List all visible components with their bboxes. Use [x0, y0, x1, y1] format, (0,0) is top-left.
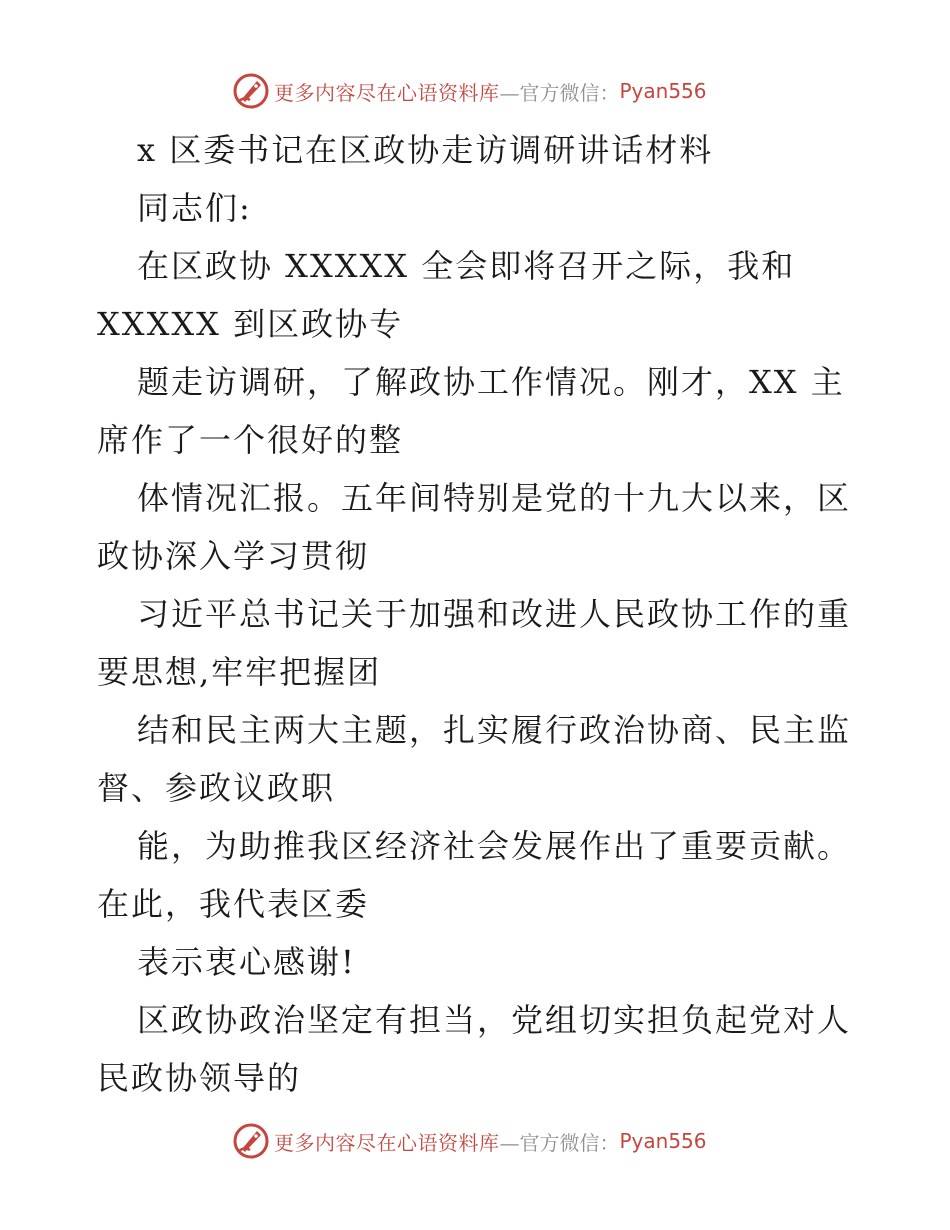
doc-line: 督、参政议政职: [97, 769, 336, 807]
footer-banner: [232, 1121, 707, 1161]
banner-brand-text: 更多内容尽在心语资料库: [274, 80, 500, 105]
doc-line: 能，为助推我区经济社会发展作出了重要贡献。: [137, 827, 852, 865]
doc-line: 表示衷心感谢!: [137, 943, 356, 981]
doc-line: XXXXX 到区政协专: [97, 305, 404, 343]
banner-wechat-id: Pyan556: [619, 79, 707, 103]
banner-wechat-id: Pyan556: [619, 1129, 707, 1153]
doc-line: 民政协领导的: [97, 1059, 302, 1097]
doc-line: 席作了一个很好的整: [97, 421, 404, 459]
doc-title: x 区委书记在区政协走访调研讲话材料: [137, 131, 714, 169]
doc-line: 在区政协 XXXXX 全会即将召开之际，我和: [137, 247, 796, 285]
doc-line: 体情况汇报。五年间特别是党的十九大以来，区: [137, 479, 852, 517]
document-body: [97, 121, 857, 1107]
banner-brand-text: 更多内容尽在心语资料库: [274, 1130, 500, 1155]
doc-line: 政协深入学习贯彻: [97, 537, 370, 575]
pen-nib-logo-icon: [232, 1122, 270, 1160]
doc-line: 习近平总书记关于加强和改进人民政协工作的重: [137, 595, 852, 633]
banner-wechat-label: —官方微信：: [499, 80, 620, 105]
doc-line: 题走访调研，了解政协工作情况。刚才，XX 主: [137, 363, 845, 401]
doc-line: 要思想,牢牢把握团: [97, 653, 382, 691]
header-banner: [232, 71, 707, 111]
banner-wechat-label: —官方微信：: [499, 1130, 620, 1155]
doc-line: 区政协政治坚定有担当，党组切实担负起党对人: [137, 1001, 852, 1039]
pen-nib-logo-icon: [232, 72, 270, 110]
doc-line: 结和民主两大主题，扎实履行政治协商、民主监: [137, 711, 852, 749]
doc-line: 在此，我代表区委: [97, 885, 370, 923]
doc-line: 同志们:: [137, 189, 252, 227]
